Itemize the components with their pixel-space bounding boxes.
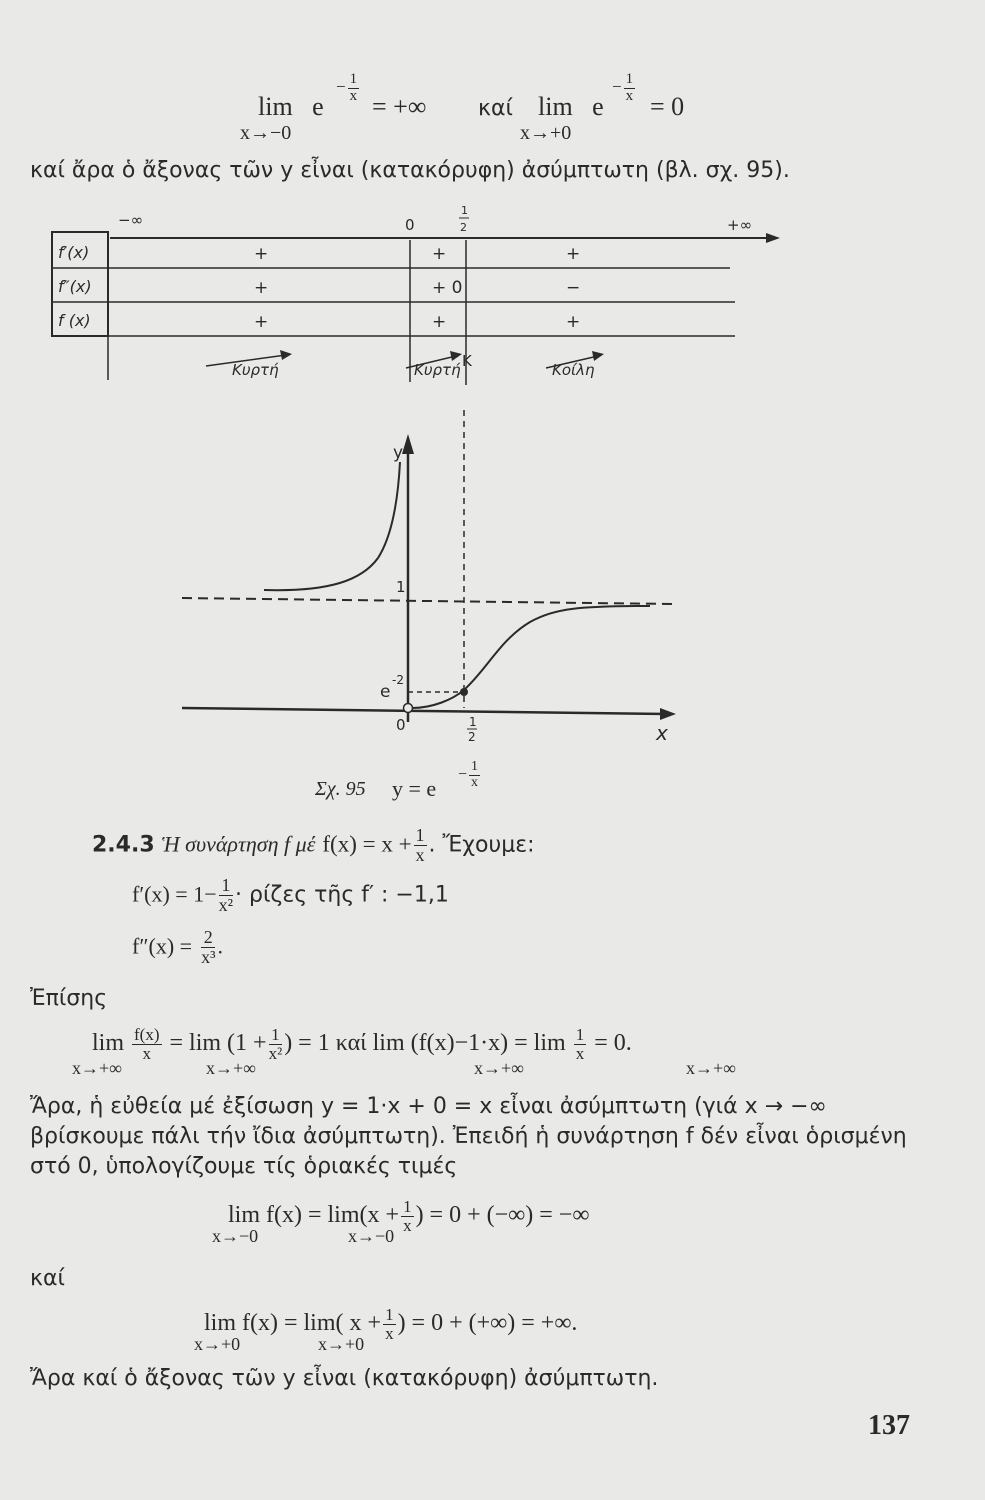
- oblique-result1: ) = 1 καί: [284, 1029, 367, 1056]
- limit-left-row: [228, 1198, 589, 1235]
- first-derivative: [132, 876, 449, 915]
- paragraph-line-1: Ἄρα, ἡ εὐθεία μέ ἐξίσωση y = 1·x + 0 = x εἶναι ἀσύμπτωτη (γιά x → −∞: [30, 1094, 827, 1119]
- top-kai: καί: [478, 96, 513, 121]
- limit-right-sub-2: x→+0: [318, 1334, 365, 1354]
- oblique-frac-fx: [132, 1026, 161, 1063]
- x-axis: [182, 708, 668, 714]
- row-label-f0: f (x): [58, 311, 91, 330]
- kai-word: καί: [30, 1266, 65, 1291]
- oblique-lim-2: lim: [372, 1029, 405, 1056]
- exp-frac-2: [624, 72, 636, 105]
- limit-right-sub-1: x→+0: [194, 1334, 241, 1354]
- shape-arrow-head-3: [592, 351, 604, 361]
- oblique-sub-3: x→+∞: [474, 1058, 524, 1078]
- oblique-one-2: 1: [575, 1025, 585, 1044]
- top-right-result: = 0: [650, 92, 685, 121]
- oblique-x: x: [142, 1043, 151, 1063]
- shape-arrow-head-1: [280, 350, 292, 360]
- oblique-frac-inv: [269, 1026, 283, 1063]
- d1-frac: [219, 876, 233, 915]
- inflection-label: Κ: [462, 352, 472, 370]
- cell-r1-c3: +: [566, 244, 581, 264]
- figure-caption-exp: [458, 760, 482, 790]
- cell-r1-c2: +: [432, 244, 447, 264]
- cell-r3-c2: +: [432, 312, 447, 332]
- sign-table: [0, 200, 985, 400]
- d1-den: x²: [218, 894, 234, 915]
- oblique-paren-open: (1 +: [227, 1029, 267, 1056]
- limit-left-lhs: lim f(x) = lim: [228, 1201, 360, 1228]
- limit-left-sub-1: x→−0: [212, 1226, 259, 1246]
- d2-pre: f″(x) =: [132, 933, 193, 959]
- oblique-fx: f(x): [134, 1025, 160, 1044]
- origin-open-point: [404, 704, 413, 713]
- section-frac-den: x: [415, 844, 425, 865]
- header-half-num: 1: [461, 204, 468, 217]
- episis-word: Ἐπίσης: [30, 986, 108, 1011]
- oblique-frac-1x: [574, 1026, 587, 1063]
- section-formula-pre: f(x) = x +: [322, 831, 412, 857]
- caption-exp-den: x: [471, 774, 479, 790]
- left-branch-curve: [264, 462, 400, 590]
- top-left-exponent: [336, 72, 361, 105]
- top-right-exponent: [612, 72, 637, 105]
- exp-frac: [348, 72, 360, 105]
- exp-den: x: [349, 87, 358, 104]
- base-e-2: e: [592, 92, 604, 121]
- exp-sign: −: [336, 77, 346, 97]
- lim-word: lim: [258, 92, 293, 121]
- top-limit-left: [258, 92, 324, 122]
- lim-word-2: lim: [538, 92, 573, 121]
- cell-r1-c1: +: [254, 244, 269, 264]
- origin-label: 0: [396, 716, 406, 734]
- d1-pre: f′(x) = 1−: [132, 881, 217, 907]
- section-title: Ἡ συνάρτηση f μέ: [161, 831, 316, 857]
- table-axis-arrow: [766, 233, 780, 243]
- top-left-subscript: x→−0: [240, 122, 292, 144]
- y-axis-label: y: [393, 443, 404, 463]
- oblique-lim-1: lim: [92, 1029, 125, 1056]
- header-half-den: 2: [460, 221, 467, 234]
- header-zero: 0: [405, 216, 415, 234]
- limit-right-rhs: ) = 0 + (+∞) = +∞.: [397, 1309, 578, 1336]
- second-derivative: [132, 928, 223, 967]
- cell-r2-c2: + 0: [432, 278, 463, 298]
- d2-post: .: [217, 933, 223, 959]
- d1-post: · ρίζες τῆς f′ : −1,1: [235, 882, 449, 908]
- shape-convex-2: Κυρτή: [414, 361, 461, 379]
- cell-r3-c3: +: [566, 312, 581, 332]
- limit-right-num: 1: [385, 1305, 394, 1324]
- caption-exp-sign: −: [458, 765, 468, 783]
- header-neg-inf: −∞: [118, 211, 144, 229]
- oblique-one: 1: [269, 1026, 283, 1045]
- caption-exp-num: 1: [471, 759, 479, 774]
- cell-r2-c3: −: [566, 278, 581, 298]
- paragraph-line-3: στό 0, ὑπολογίζουμε τίς ὁριακές τιμές: [30, 1154, 458, 1179]
- exp-sign-2: −: [612, 77, 622, 97]
- exp-den-2: x: [625, 87, 634, 104]
- horizontal-asymptote: [182, 598, 672, 604]
- shape-concave: Κοίλη: [552, 361, 595, 379]
- limit-left-den: x: [403, 1215, 412, 1235]
- limit-left-num: 1: [403, 1197, 412, 1216]
- oblique-expr2: (f(x)−1·x) = lim: [410, 1029, 566, 1056]
- page-number: 137: [868, 1410, 910, 1441]
- d1-num: 1: [219, 876, 233, 896]
- half-num-label: 1: [469, 715, 477, 729]
- inflection-point: [460, 688, 468, 696]
- d2-num: 2: [201, 928, 215, 948]
- d2-den: x³: [201, 946, 216, 967]
- section-heading: [92, 826, 535, 865]
- cell-r2-c1: +: [254, 278, 269, 298]
- y-axis-arrow: [402, 434, 414, 454]
- function-graph: [0, 400, 985, 750]
- e-base-label: e: [380, 682, 391, 702]
- asymptote-line-1: καί ἄρα ὁ ἄξονας τῶν y εἶναι (κατακόρυφη) ἀσύμπτωτη (βλ. σχ. 95).: [30, 158, 790, 183]
- top-left-result: = +∞: [372, 92, 427, 121]
- section-formula-frac: [414, 826, 427, 865]
- oblique-limits-row: [92, 1026, 632, 1063]
- base-e: e: [312, 92, 324, 121]
- limit-left-frac: [401, 1198, 414, 1235]
- x-axis-label: x: [656, 721, 668, 745]
- header-pos-inf: +∞: [727, 216, 753, 234]
- caption-exp-frac: [469, 760, 480, 790]
- d2-frac: [201, 928, 215, 967]
- paragraph-line-2: βρίσκουμε πάλι τήν ἴδια ἀσύμπτωτη). Ἐπειδή ἡ συνάρτηση f δέν εἶναι ὁρισμένη: [30, 1124, 907, 1149]
- limit-left-paren: (x +: [359, 1201, 400, 1228]
- cell-r3-c1: +: [254, 312, 269, 332]
- exp-num-2: 1: [625, 71, 634, 87]
- section-formula-post: . Ἔχουμε:: [428, 832, 535, 858]
- section-frac-num: 1: [415, 825, 425, 845]
- limit-left-sub-2: x→−0: [348, 1226, 395, 1246]
- figure-caption-eq: y = e: [392, 776, 437, 801]
- oblique-sub-1: x→+∞: [72, 1058, 122, 1078]
- conclusion-line: Ἄρα καί ὁ ἄξονας τῶν y εἶναι (κατακόρυφη) ἀσύμπτωτη.: [30, 1366, 659, 1391]
- oblique-sub-4: x→+∞: [686, 1058, 736, 1078]
- oblique-eq1: = lim: [169, 1029, 222, 1056]
- x-axis-arrow: [660, 708, 676, 720]
- section-number: 2.4.3: [92, 832, 155, 858]
- exp-num: 1: [349, 71, 358, 87]
- limit-right-row: [204, 1306, 577, 1343]
- oblique-sub-2: x→+∞: [206, 1058, 256, 1078]
- row-label-f2: f″(x): [58, 277, 92, 296]
- top-right-subscript: x→+0: [520, 122, 572, 144]
- top-limit-right: [538, 92, 604, 122]
- row-label-f1: f′(x): [58, 243, 90, 262]
- figure-caption-prefix: Σχ. 95: [315, 778, 366, 800]
- limit-right-frac: [383, 1306, 396, 1343]
- oblique-x2: x²: [268, 1043, 283, 1063]
- limit-right-paren: ( x +: [335, 1309, 382, 1336]
- e-exp-label: -2: [392, 673, 404, 687]
- limit-left-rhs: ) = 0 + (−∞) = −∞: [415, 1201, 590, 1228]
- one-label: 1: [396, 578, 406, 596]
- half-den-label: 2: [468, 730, 476, 744]
- shape-arrow-head-2: [450, 351, 462, 361]
- shape-convex-1: Κυρτή: [232, 361, 279, 379]
- limit-right-lhs: lim f(x) = lim: [204, 1309, 336, 1336]
- oblique-result2: = 0.: [594, 1029, 632, 1056]
- limit-right-den: x: [385, 1323, 394, 1343]
- oblique-x-2: x: [575, 1043, 585, 1063]
